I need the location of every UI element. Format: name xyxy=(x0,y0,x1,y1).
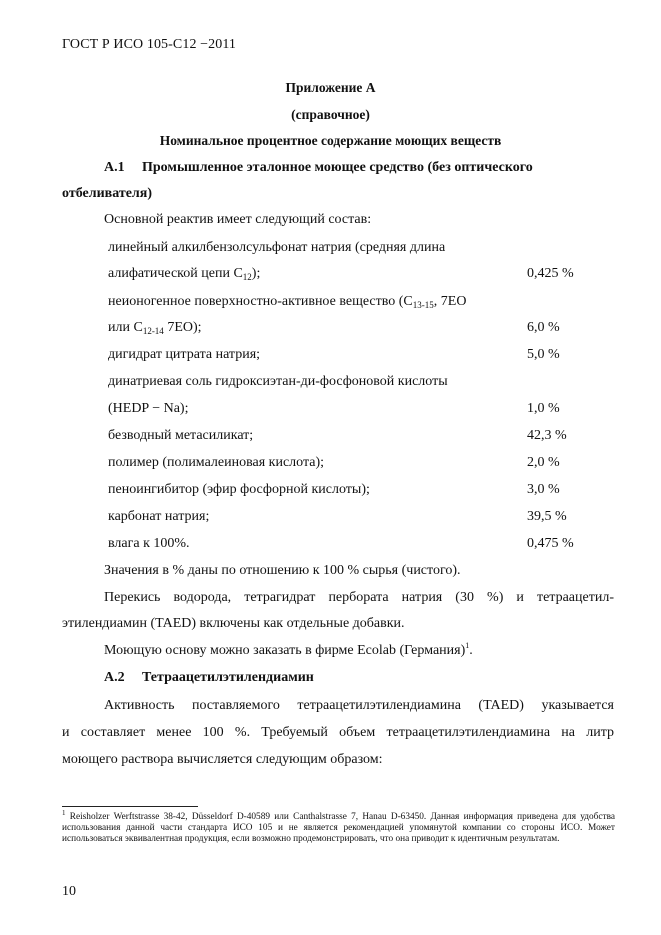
document-header: ГОСТ Р ИСО 105-С12 −2011 xyxy=(62,37,237,52)
peroxide-paragraph-line1: Перекись водорода, тетрагидрат пербората натрия (30 %) и тетраацетил- xyxy=(104,590,614,605)
item-foam-inhibitor: пеноингибитор (эфир фосфорной кислоты); xyxy=(108,482,370,497)
item-polymer: полимер (полималеиновая кислота); xyxy=(108,455,325,470)
order-paragraph: Моющую основу можно заказать в фирме Ecolab (Германия)$^1$. xyxy=(104,641,473,658)
item-nonionic-line1: неионогенное поверхностно-активное вещество ($C_{13-15}$, 7EO xyxy=(108,294,467,310)
appendix-title: Приложение А xyxy=(285,80,376,95)
item-nonionic-line2: или $C_{12-14}$ 7EO); xyxy=(108,320,202,336)
item-polymer-value: 2,0 % xyxy=(527,455,560,470)
item-citrate-value: 5,0 % xyxy=(527,347,560,362)
activity-paragraph-line2: и составляет менее 100 %. Требуемый объем тетраацетилэтилендиамина на литр xyxy=(62,725,614,740)
item-sodium-carbonate-value: 39,5 % xyxy=(527,509,567,524)
section-a2-title: Тетраацетилэтилендиамин xyxy=(142,670,314,685)
item-foam-inhibitor-value: 3,0 % xyxy=(527,482,560,497)
section-a1-title-cont: отбеливателя) xyxy=(62,186,153,201)
item-hedp-line2: (HEDP − Na); xyxy=(108,401,189,416)
item-nonionic-value: 6,0 % xyxy=(527,320,560,335)
item-moisture-value: 0,475 % xyxy=(527,536,574,551)
item-alkylbenzene-value: 0,425 % xyxy=(527,266,574,281)
item-alkylbenzene-line2: алифатической цепи $C_{12}$); xyxy=(108,266,261,282)
footnote-reference[interactable]: 1 xyxy=(465,641,470,650)
section-a2-number: А.2 xyxy=(104,670,125,685)
footnote xyxy=(62,809,615,845)
section-a1-title: Промышленное эталонное моющее средство (без оптического xyxy=(142,160,533,175)
item-moisture: влага к 100%. xyxy=(108,536,190,551)
activity-paragraph-line3: моющего раствора вычисляется следующим образом: xyxy=(62,752,383,767)
footnote-mark: 1 xyxy=(62,809,66,817)
page-number: 10 xyxy=(62,884,76,899)
activity-paragraph-line1: Активность поставляемого тетраацетилэтилендиамина (TAED) указывается xyxy=(104,698,614,713)
footnote-text: Reisholzer Werftstrasse 38-42, Düsseldorf D-40589 или Canthalstrasse 7, Hanau D-63450. Данная информация приведена для удобства использования данной части стандарта ИСО 105 и не является рекомендацией упомянутой компании со стороны ИСО. Может использоваться эквивалентная продукция, если возможно продемонстрировать, что она приводит к идентичным результатам. xyxy=(62,812,615,844)
footnote-separator xyxy=(62,806,198,807)
item-citrate: дигидрат цитрата натрия; xyxy=(108,347,261,362)
composition-intro: Основной реактив имеет следующий состав: xyxy=(104,212,372,227)
section-a1-number: А.1 xyxy=(104,160,125,175)
peroxide-paragraph-line2: этилендиамин (TAED) включены как отдельные добавки. xyxy=(62,616,405,631)
appendix-heading: Номинальное процентное содержание моющих веществ xyxy=(159,133,502,148)
item-metasilicate: безводный метасиликат; xyxy=(108,428,254,443)
appendix-type: (справочное) xyxy=(291,107,370,122)
item-metasilicate-value: 42,3 % xyxy=(527,428,567,443)
values-note: Значения в % даны по отношению к 100 % сырья (чистого). xyxy=(104,563,461,578)
item-alkylbenzene-line1: линейный алкилбензолсульфонат натрия (средняя длина xyxy=(108,240,446,255)
item-sodium-carbonate: карбонат натрия; xyxy=(108,509,210,524)
item-hedp-line1: динатриевая соль гидроксиэтан-ди-фосфоновой кислоты xyxy=(108,374,448,389)
item-hedp-value: 1,0 % xyxy=(527,401,560,416)
